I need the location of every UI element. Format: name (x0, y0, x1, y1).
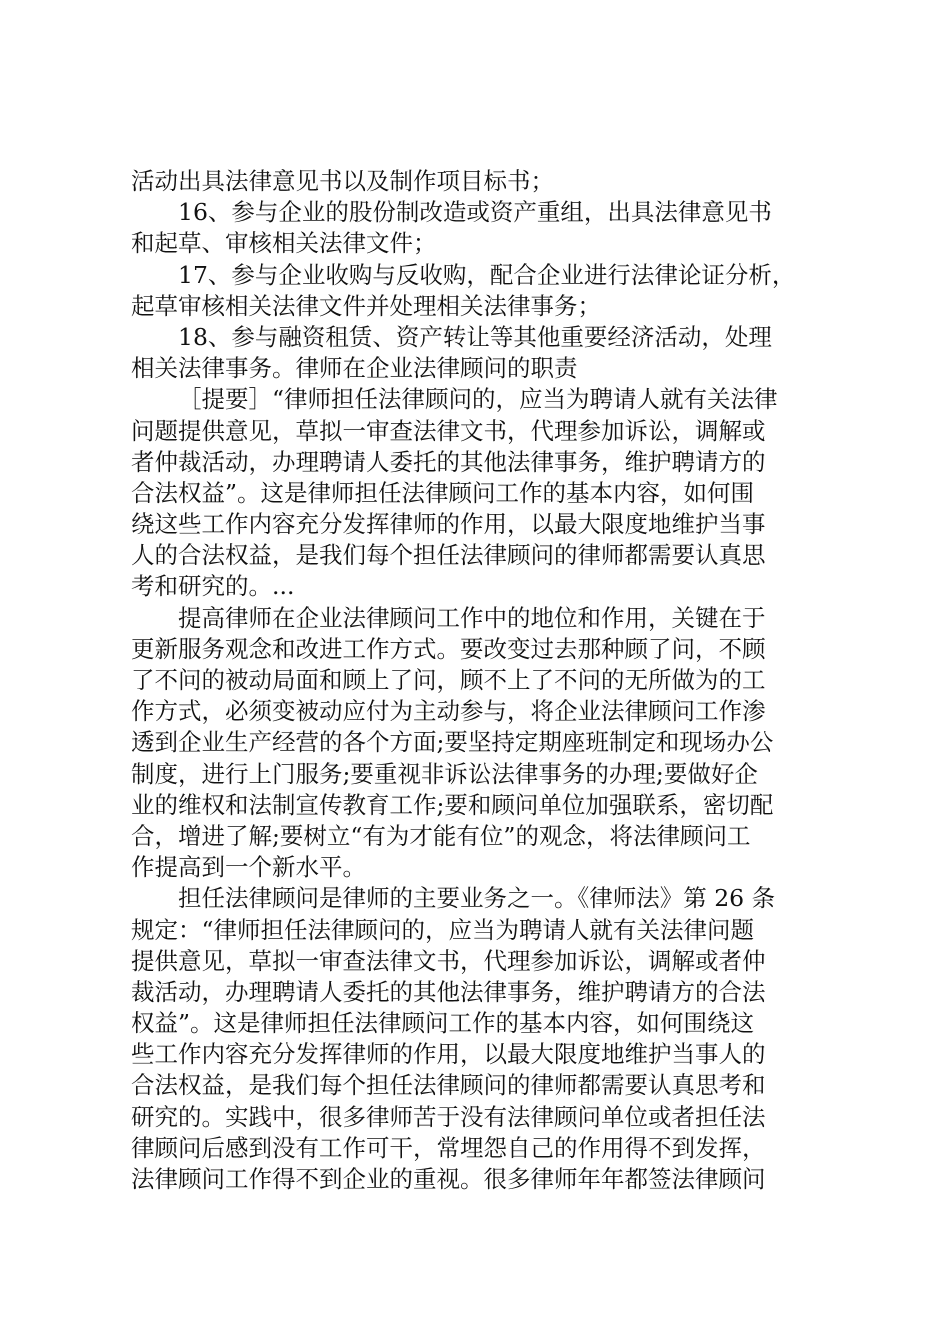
text-line: ［提要］“律师担任法律顾问的，应当为聘请人就有关法律 (178, 385, 778, 414)
text-line: 和起草、审核相关法律文件； (131, 229, 437, 258)
text-line: 人的合法权益，是我们每个担任法律顾问的律师都需要认真思 (131, 541, 766, 570)
text-line: 法律顾问工作得不到企业的重视。很多律师年年都签法律顾问 (131, 1165, 766, 1193)
text-line: 合法权益”。这是律师担任法律顾问工作的基本内容，如何围 (131, 478, 755, 507)
document-body (131, 166, 831, 1195)
text-line: 权益”。这是律师担任法律顾问工作的基本内容，如何围绕这 (131, 1009, 755, 1038)
text-line: 提高律师在企业法律顾问工作中的地位和作用，关键在于 (178, 603, 766, 632)
text-line: 活动出具法律意见书以及制作项目标书； (131, 167, 554, 195)
text-line: 18、参与融资租赁、资产转让等其他重要经济活动，处理 (178, 322, 772, 351)
text-line: 律顾问后感到没有工作可干，常埋怨自己的作用得不到发挥， (131, 1133, 766, 1162)
text-line: 制度，进行上门服务;要重视非诉讼法律事务的办理;要做好企 (131, 759, 758, 788)
text-line: 作提高到一个新水平。 (131, 853, 366, 882)
text-line: 16、参与企业的股份制改造或资产重组，出具法律意见书 (178, 198, 772, 227)
text-line: 合法权益，是我们每个担任法律顾问的律师都需要认真思考和 (131, 1071, 766, 1100)
text-line: 绕这些工作内容充分发挥律师的作用，以最大限度地维护当事 (131, 510, 766, 539)
text-line: 相关法律事务。律师在企业法律顾问的职责 (131, 354, 578, 383)
text-line: 提供意见，草拟一审查法律文书，代理参加诉讼，调解或者仲 (131, 946, 766, 975)
text-line: 起草审核相关法律文件并处理相关法律事务； (131, 291, 601, 320)
text-line: 裁活动，办理聘请人委托的其他法律事务，维护聘请方的合法 (131, 977, 766, 1006)
text-line: 考和研究的。... (131, 572, 295, 601)
text-line: 作方式，必须变被动应付为主动参与，将企业法律顾问工作渗 (131, 697, 766, 726)
text-line: 业的维权和法制宣传教育工作;要和顾问单位加强联系，密切配 (131, 790, 774, 819)
text-line: 17、参与企业收购与反收购，配合企业进行法律论证分析， (178, 260, 796, 289)
text-line: 些工作内容充分发挥律师的作用，以最大限度地维护当事人的 (131, 1040, 766, 1069)
text-line: 透到企业生产经营的各个方面;要坚持定期座班制定和现场办公 (131, 728, 774, 757)
text-line: 更新服务观念和改进工作方式。要改变过去那种顾了问，不顾 (131, 634, 766, 663)
text-line: 了不问的被动局面和顾上了问，顾不上了不问的无所做为的工 (131, 666, 766, 694)
text-line: 担任法律顾问是律师的主要业务之一。《律师法》第 26 条 (178, 884, 776, 913)
text-line: 者仲裁活动，办理聘请人委托的其他法律事务，维护聘请方的 (131, 447, 766, 476)
text-line: 研究的。实践中，很多律师苦于没有法律顾问单位或者担任法 (131, 1102, 766, 1131)
text-line: 合，增进了解;要树立“有为才能有位”的观念，将法律顾问工 (131, 821, 751, 850)
text-line: 规定：“律师担任法律顾问的，应当为聘请人就有关法律问题 (131, 915, 755, 944)
text-line: 问题提供意见，草拟一审查法律文书，代理参加诉讼，调解或 (131, 416, 766, 445)
